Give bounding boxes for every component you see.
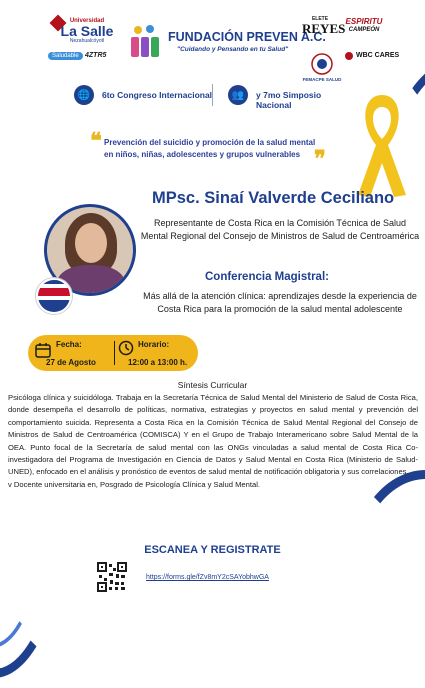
lasalle-name: La Salle: [60, 23, 114, 39]
awareness-ribbon-icon: [352, 85, 412, 205]
synthesis-title: Síntesis Curricular: [177, 380, 248, 390]
organization-name: FUNDACIÓN PREVEN A.C.: [168, 30, 326, 44]
femacpe-logo: [306, 52, 338, 80]
date-value: 27 de Agosto: [46, 358, 96, 367]
synthesis-body: [8, 392, 418, 491]
synthesis-extra: v Docente universitaria en, Posgrado de Psicología Clínica y Salud Mental.: [8, 479, 260, 489]
congress-bar: [70, 84, 354, 110]
reyes-name: REYES: [302, 21, 346, 36]
congress-divider: [212, 84, 213, 106]
campeon-text: CAMPEÓN: [348, 27, 380, 33]
congress-international: 6to Congreso Internacional: [102, 90, 213, 100]
conference-topic: Más allá de la atención clínica: aprendizajes desde la experiencia de Costa Rica para la promoción de la salud mental adolescente: [143, 291, 417, 314]
time-value: 12:00 a 13:00 h.: [128, 358, 188, 367]
reyes-top-text: ELETE: [311, 16, 329, 22]
espiritu-text: ESPIRITU: [345, 17, 383, 26]
lasalle-top-text: Universidad: [69, 18, 105, 24]
quote-open-icon: ❝: [90, 128, 102, 153]
event-theme: Prevención del suicidio y promoción de la salud mental en niños, niñas, adolescentes y grupos vulnerables: [104, 138, 316, 159]
costa-rica-flag-icon: [36, 278, 72, 314]
register-cta: ESCANEA Y REGISTRATE: [144, 544, 281, 556]
preven-logo-icon: [128, 24, 162, 60]
lasalle-logo: [52, 18, 122, 44]
espiritu-campeon-logo: [342, 18, 386, 34]
registration-link[interactable]: https://forms.gle/fZv8mY2cSAYobhwGA: [146, 574, 269, 581]
conference-title: Conferencia Magistral:: [205, 271, 329, 283]
tr-logo: 4ZTR5: [85, 52, 107, 59]
globe-icon: 🌐: [74, 85, 94, 105]
schedule-pill: [28, 335, 198, 371]
decorative-curve-bottom-right: [347, 470, 425, 688]
reyes-logo: [302, 16, 346, 36]
wbc-icon: [345, 52, 353, 60]
organization-slogan: "Cuidando y Pensando en tu Salud": [177, 46, 289, 53]
qr-code-icon[interactable]: [97, 562, 127, 592]
speaker-role: Representante de Costa Rica en la Comisión Técnica de Salud Mental Regional del Consejo de Ministros de Salud de Centroamérica: [140, 218, 420, 241]
congress-national: y 7mo Simposio Nacional: [256, 90, 322, 110]
time-label: Horario:: [138, 340, 170, 349]
wbc-logo: WBC CARES: [356, 52, 400, 59]
speaker-name: MPsc. Sinaí Valverde Ceciliano: [152, 189, 395, 207]
salud-logo: Saludable: [48, 52, 83, 60]
date-label: Fecha:: [56, 340, 82, 349]
clock-icon: [118, 340, 134, 356]
calendar-icon: [34, 341, 52, 359]
group-icon: 👥: [228, 85, 248, 105]
femacpe-label: FEMACPE SALUD: [302, 77, 342, 82]
pill-divider: [114, 341, 115, 365]
quote-close-icon: ❞: [314, 146, 326, 171]
lasalle-sub: Nezahualcóyotl: [69, 38, 105, 44]
synthesis-paragraph: Psicóloga clínica y suicidóloga. Trabaja en la Secretaría Técnica de Salud Mental del Ministerio de Salud de Costa Rica, donde desempeña el desarrollo de políticas, normativa, estrategias y proyectos en salud mental y prevención del comportamiento suicida. Representa a Costa Rica en la Comisión Técnica de Salud Mental Regional del Consejo de Ministros de Salud de Centroamérica (COMISCA) Y en el Grupo de Trabajo Interamericano sobre Salud Mental de la OEA. Punto focal de la Secretaría de salud mental con las ONGs vinculadas a salud mental de Costa Rica Co-investigadora del Programa de Investigación en Ciencia de Datos y Salud Mental en Costa Rica (Ministerio de Salud-UNED), enfocado en el análisis y pronóstico de eventos de salud mental de notificación obligatoria y sus correlaciones.: [8, 393, 418, 477]
